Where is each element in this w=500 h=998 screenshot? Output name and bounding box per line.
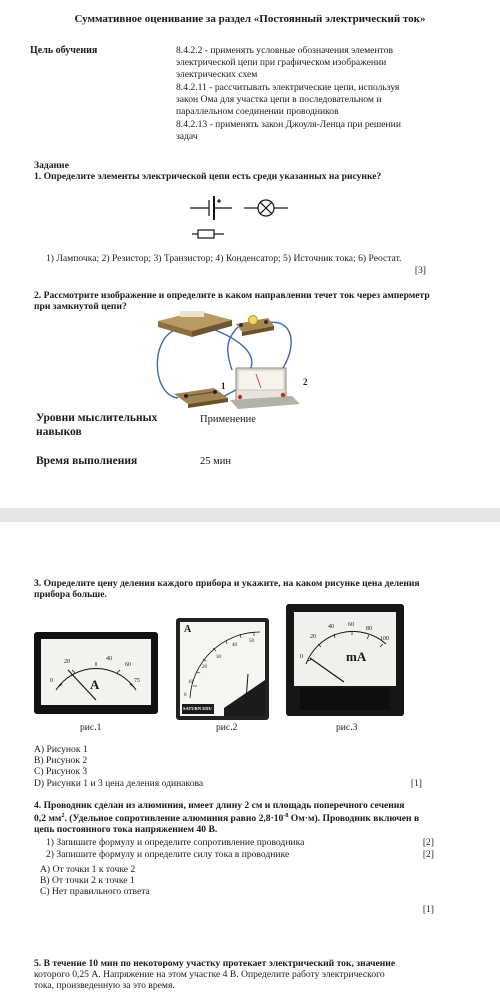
q4-text-line1: 4. Проводник сделан из алюминия, имеет длину 2 см и площадь поперечного сечения xyxy=(34,800,405,811)
meter3-tick: 80 xyxy=(366,626,372,632)
q3-option-c: C) Рисунок 3 xyxy=(34,766,88,777)
goal-line: 8.4.2.13 - применять закон Джоуля-Ленца при решении xyxy=(176,119,401,130)
meter2-brand: SATURN EDU xyxy=(183,706,212,711)
page-title: Суммативное оценивание за раздел «Постоянный электрический ток» xyxy=(74,13,426,25)
point-2-label: 2 xyxy=(303,377,308,387)
goal-line: электрических схем xyxy=(176,69,258,80)
meter1-tick: 60 xyxy=(125,662,131,668)
q2-text-line1: 2. Рассмотрите изображение и определите в каком направлении течет ток через амперметр xyxy=(34,290,430,301)
ammeter-device xyxy=(230,368,300,409)
q4-option-a: A) От точки 1 к точке 2 xyxy=(40,864,136,875)
meter1-tick: 40 xyxy=(106,656,112,662)
q4-score: [1] xyxy=(422,904,434,915)
q5-text-line1: 5. В течение 10 мин по некоторому участку протекает электрический ток, значение xyxy=(34,958,396,969)
meter2-tick: 30 xyxy=(216,655,221,660)
q4-sub2: 2) Запишите формулу и определите силу тока в проводнике xyxy=(46,849,290,860)
q4-exp: -8 xyxy=(283,812,289,819)
q5-text-line3: тока, произведенную за это время. xyxy=(34,980,175,991)
meter3-unit: mA xyxy=(346,649,367,664)
meter2-tick: 10 xyxy=(188,680,193,685)
q3-option-b: B) Рисунок 2 xyxy=(34,755,88,766)
goal-label: Цель обучения xyxy=(30,45,98,56)
meter1-unit: A xyxy=(90,677,100,692)
point-1-label: 1 xyxy=(221,381,226,391)
meter3-tick: 20 xyxy=(310,634,316,640)
q4-tail: Ом·м). Проводник включен в xyxy=(288,813,420,824)
goal-line: 8.4.2.11 - рассчитывать электрические цепи, используя xyxy=(176,82,400,93)
goal-line: закон Ома для участка цепи в последовательном и xyxy=(176,94,382,105)
q3-option-d: D) Рисунки 1 и 3 цена деления одинакова xyxy=(34,778,204,789)
levels-label-line2: навыков xyxy=(36,426,82,438)
circuit-photo xyxy=(0,0,500,420)
q4-sub2-score: [2] xyxy=(422,849,434,860)
fig-label-1: рис.1 xyxy=(80,722,102,733)
q4-option-c: C) Нет правильного ответа xyxy=(40,886,150,897)
q3-text-line2: прибора больше. xyxy=(34,589,107,600)
meter2-tick: 20 xyxy=(202,665,207,670)
meter-2 xyxy=(176,618,269,720)
q1-score: [3] xyxy=(414,265,426,276)
q4-sub1: 1) Запишите формулу и определите сопротивление проводника xyxy=(46,837,305,848)
lamp-stand xyxy=(236,316,274,337)
meter3-tick: 0 xyxy=(300,654,303,660)
q3-score: [1] xyxy=(410,778,422,789)
meter-1 xyxy=(34,632,158,714)
q3-text-line1: 3. Определите цену деления каждого прибора и укажите, на каком рисунке цена деления xyxy=(34,578,420,589)
page-2 xyxy=(0,522,500,998)
q2-text-line2: при замкнутой цепи? xyxy=(34,301,127,312)
time-value: 25 мин xyxy=(200,456,232,467)
q5-text-line2: которого 0,25 А. Напряжение на этом участке 4 В. Определите работу электрического xyxy=(34,969,385,980)
q4-sup: 2 xyxy=(61,812,65,819)
q4-text-line3: цепь постоянного тока напряжением 40 В. xyxy=(34,824,218,835)
meter2-unit: A xyxy=(184,624,192,635)
meter1-tick: 20 xyxy=(64,659,70,665)
q4-resistivity: . (Удельное сопротивление алюминия равно 2,8·10 xyxy=(64,813,284,824)
q4-sub1-score: [2] xyxy=(422,837,434,848)
q3-option-a: A) Рисунок 1 xyxy=(34,744,88,755)
q1-text: 1. Определите элементы электрической цепи есть среди указанных на рисунке? xyxy=(34,171,382,182)
levels-label-line1: Уровни мыслительных xyxy=(36,412,158,424)
q4-option-b: B) От точки 2 к точке 1 xyxy=(40,875,135,886)
goal-line: 8.4.2.2 - применять условные обозначения элементов xyxy=(176,45,393,56)
levels-value: Применение xyxy=(200,414,256,425)
q4-text-line2 xyxy=(34,813,419,824)
goal-line: электрической цепи при графическом изображении xyxy=(176,57,387,68)
fig-label-2: рис.2 xyxy=(216,722,238,733)
meter3-tick: 40 xyxy=(328,624,334,630)
q4-area: 0,2 мм xyxy=(34,813,62,824)
key-switch xyxy=(174,388,228,408)
task-heading: Задание xyxy=(34,160,69,171)
fig-label-3: рис.3 xyxy=(336,722,358,733)
meter2-tick: 50 xyxy=(249,639,254,644)
meter1-tick: 75 xyxy=(134,678,140,684)
time-label: Время выполнения xyxy=(36,455,138,467)
meter3-tick: 60 xyxy=(348,622,354,628)
goal-line: параллельном соединении проводников xyxy=(176,106,339,117)
goal-line: задач xyxy=(176,131,198,142)
meter-3 xyxy=(286,604,404,716)
meter3-tick: 100 xyxy=(380,636,389,642)
q1-options: 1) Лампочка; 2) Резистор; 3) Транзистор; 4) Конденсатор; 5) Источник тока; 6) Реостат. xyxy=(46,253,402,264)
meter2-tick: 0 xyxy=(184,693,187,698)
meter2-tick: 40 xyxy=(232,643,237,648)
meter1-tick: 0 xyxy=(50,678,53,684)
